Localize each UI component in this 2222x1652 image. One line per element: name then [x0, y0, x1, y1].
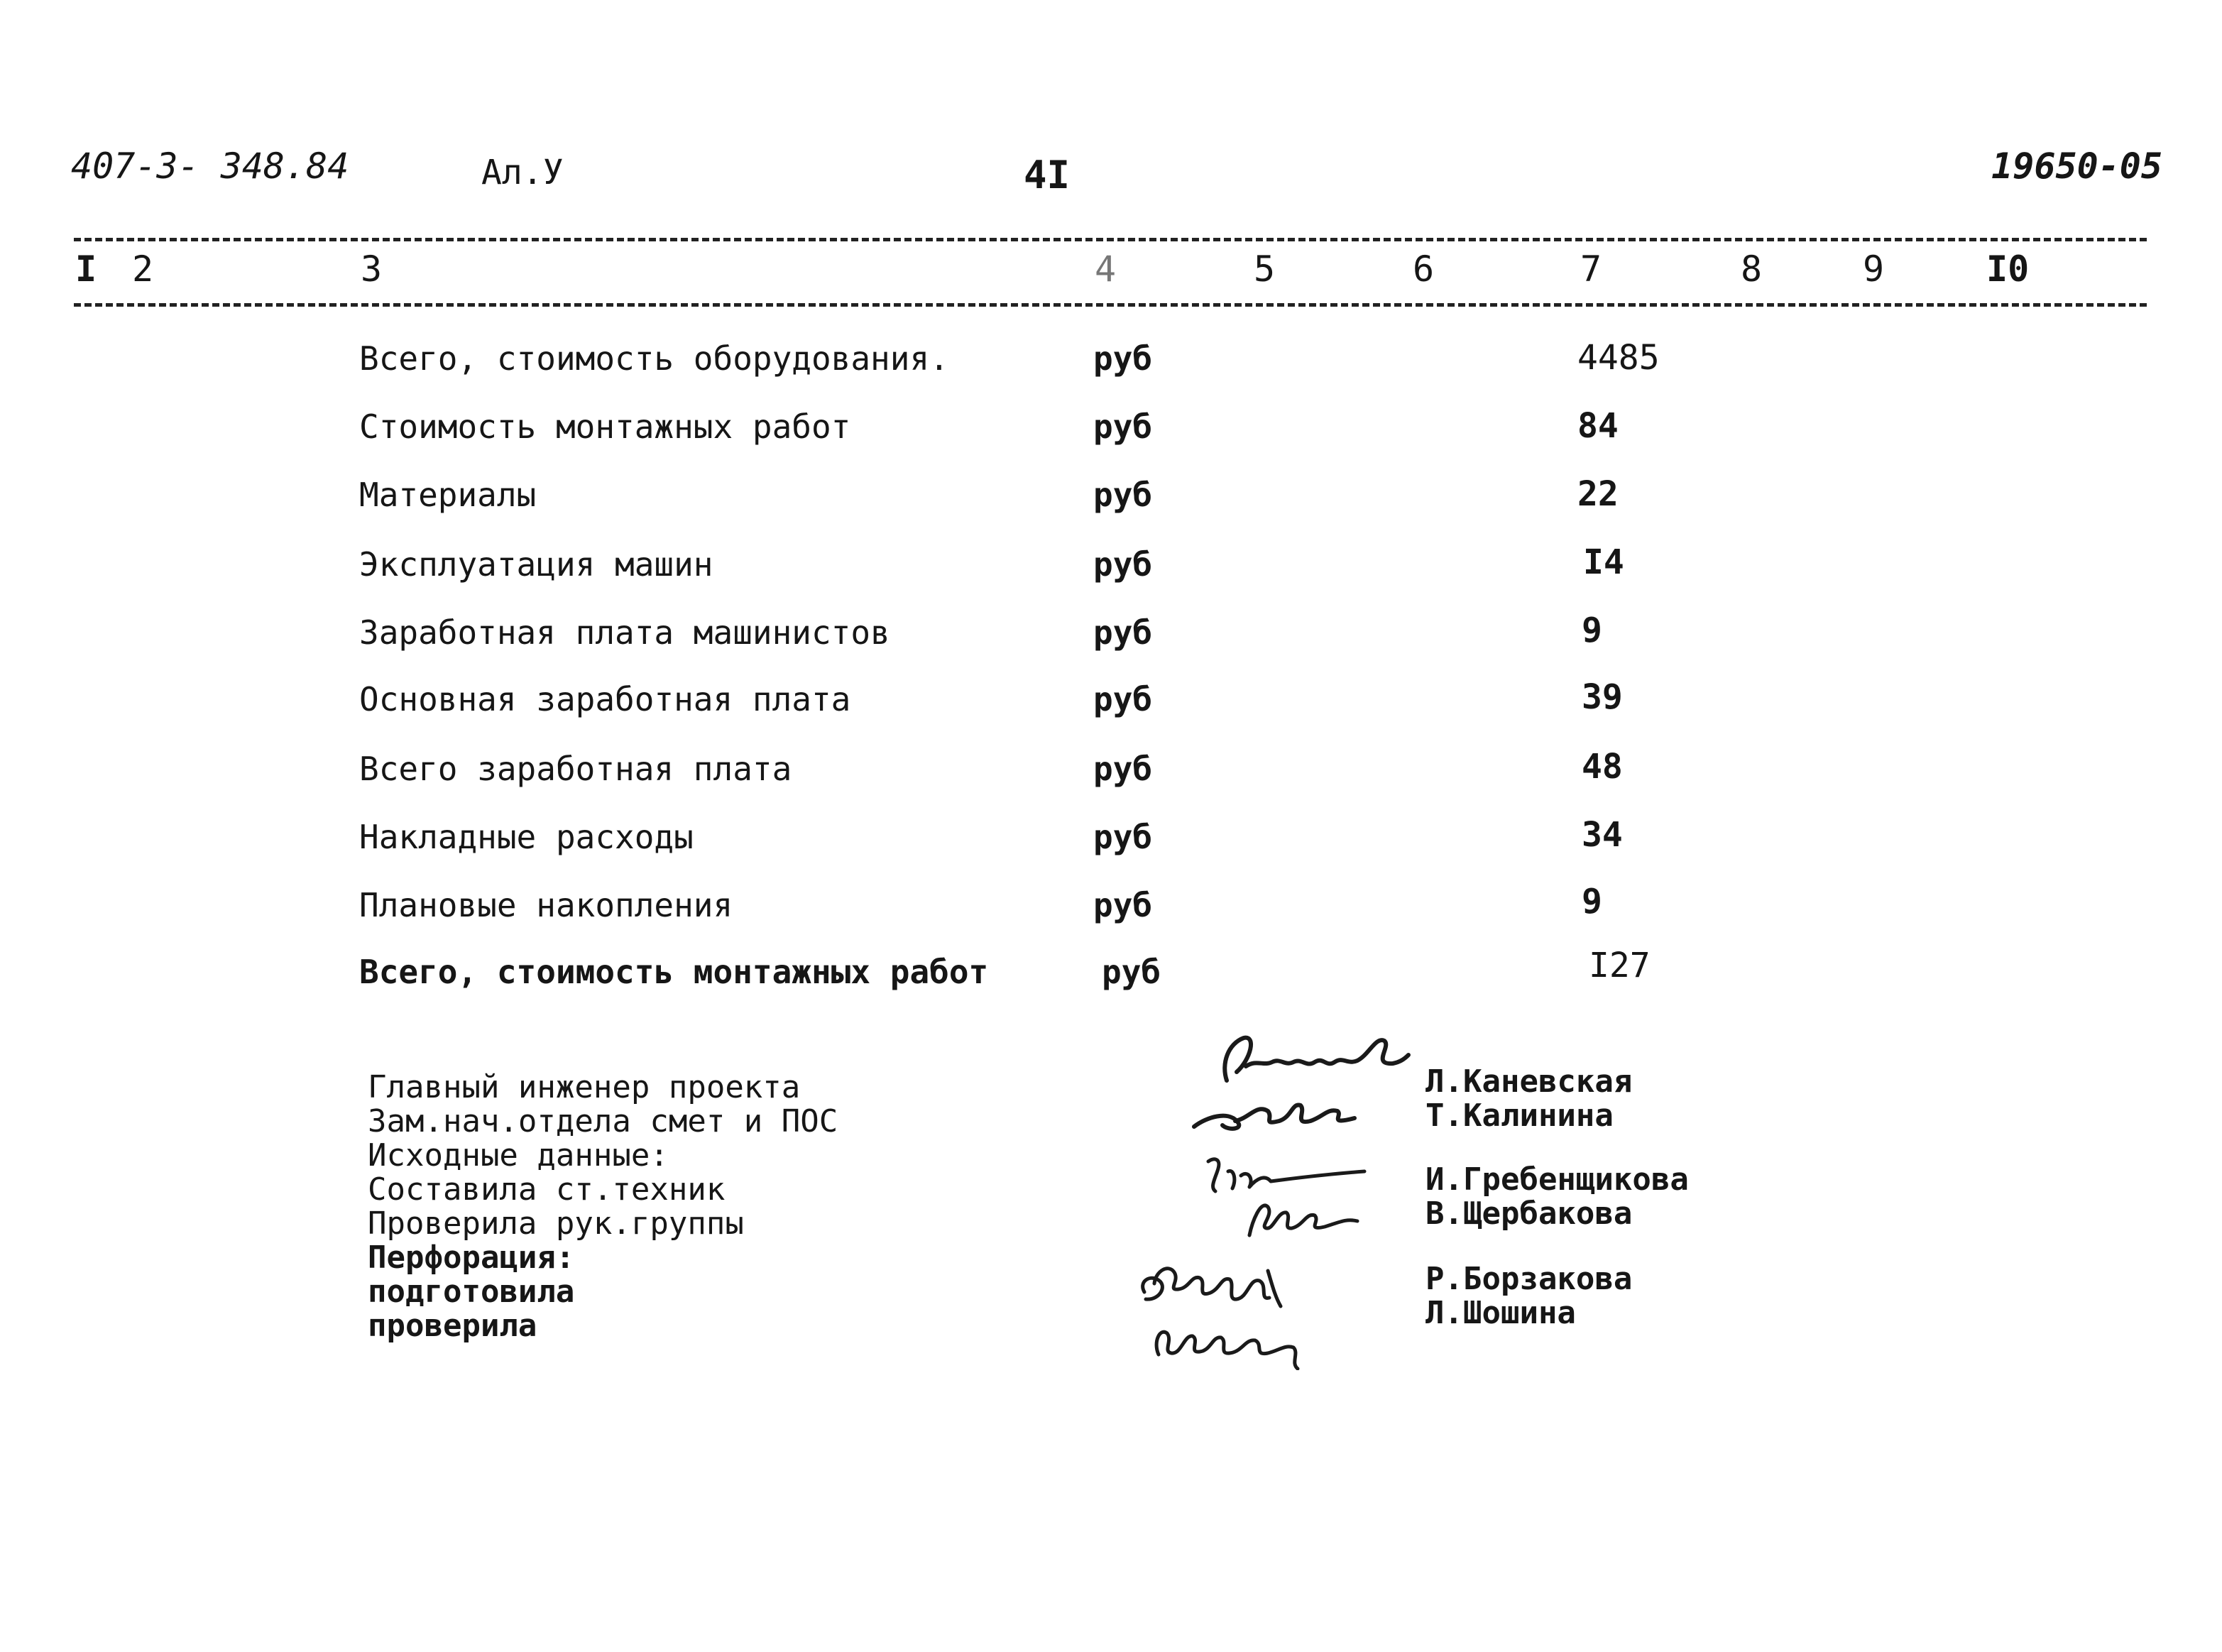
sheet-label: Ал.У — [481, 153, 564, 192]
handwritten-signature — [1129, 1257, 1328, 1370]
header-rule-top — [74, 238, 2147, 241]
header-rule-bottom — [74, 303, 2147, 307]
row-label: Стоимость монтажных работ — [359, 407, 851, 446]
row-label: Эксплуатация машин — [359, 545, 713, 584]
signatory-name: Л.Каневская — [1425, 1063, 1633, 1100]
column-number: 9 — [1863, 248, 1885, 290]
row-unit: руб — [1093, 407, 1153, 446]
row-value: 39 — [1582, 677, 1623, 717]
column-number: 4 — [1095, 248, 1117, 290]
row-label: Основная заработная плата — [359, 680, 851, 718]
handwritten-signature — [1207, 1022, 1413, 1100]
column-number: 2 — [132, 248, 154, 290]
signatory-name: Л.Шошина — [1425, 1295, 1576, 1331]
row-label: Плановые накопления — [359, 886, 733, 924]
column-number: 6 — [1413, 248, 1435, 290]
signature-role: подготовила — [368, 1274, 575, 1310]
column-number: I0 — [1986, 248, 2030, 290]
row-value: I4 — [1583, 542, 1624, 582]
column-number: 5 — [1254, 248, 1276, 290]
row-label: Накладные расходы — [359, 818, 694, 856]
row-unit: руб — [1093, 613, 1153, 652]
signature-role: проверила — [368, 1308, 537, 1344]
row-label: Материалы — [359, 476, 537, 514]
handwritten-signature — [1200, 1150, 1384, 1242]
page-number: 4I — [1024, 153, 1071, 197]
row-unit: руб — [1093, 750, 1153, 788]
row-unit: руб — [1093, 680, 1153, 718]
row-value: 34 — [1582, 815, 1623, 855]
signatory-name: И.Гребенщикова — [1425, 1161, 1689, 1198]
signature-role: Зам.нач.отдела смет и ПОС — [368, 1103, 838, 1139]
row-unit: руб — [1102, 953, 1161, 991]
signature-role: Составила ст.техник — [368, 1171, 726, 1208]
row-label: Всего, стоимость монтажных работ — [359, 953, 989, 991]
row-value: 4485 — [1577, 338, 1660, 378]
row-value: 9 — [1582, 611, 1602, 650]
document-number: 407-3- 348.84 — [71, 146, 349, 187]
signatory-name: Т.Калинина — [1425, 1098, 1614, 1134]
row-value: 22 — [1577, 474, 1619, 514]
row-value: I27 — [1589, 946, 1651, 985]
row-unit: руб — [1093, 339, 1153, 378]
row-unit: руб — [1093, 476, 1153, 514]
column-number: I — [75, 248, 97, 290]
row-unit: руб — [1093, 818, 1153, 856]
signatory-name: В.Щербакова — [1425, 1196, 1633, 1232]
row-label: Всего заработная плата — [359, 750, 792, 788]
handwritten-signature — [1186, 1090, 1363, 1139]
signatory-name: Р.Борзакова — [1425, 1261, 1633, 1297]
column-number: 7 — [1580, 248, 1602, 290]
row-unit: руб — [1093, 545, 1153, 584]
row-value: 84 — [1577, 406, 1619, 446]
row-value: 48 — [1582, 747, 1623, 787]
row-label: Заработная плата машинистов — [359, 613, 890, 652]
column-number: 8 — [1741, 248, 1763, 290]
column-number: 3 — [361, 248, 383, 290]
inventory-number: 19650-05 — [1991, 146, 2162, 187]
row-unit: руб — [1093, 886, 1153, 924]
signature-role: Проверила рук.группы — [368, 1205, 744, 1242]
row-label: Всего, стоимость оборудования. — [359, 339, 949, 378]
signature-role: Перфорация: — [368, 1240, 575, 1276]
signature-role: Главный инженер проекта — [368, 1069, 801, 1105]
signature-role: Исходные данные: — [368, 1137, 669, 1174]
row-value: 9 — [1582, 882, 1602, 921]
